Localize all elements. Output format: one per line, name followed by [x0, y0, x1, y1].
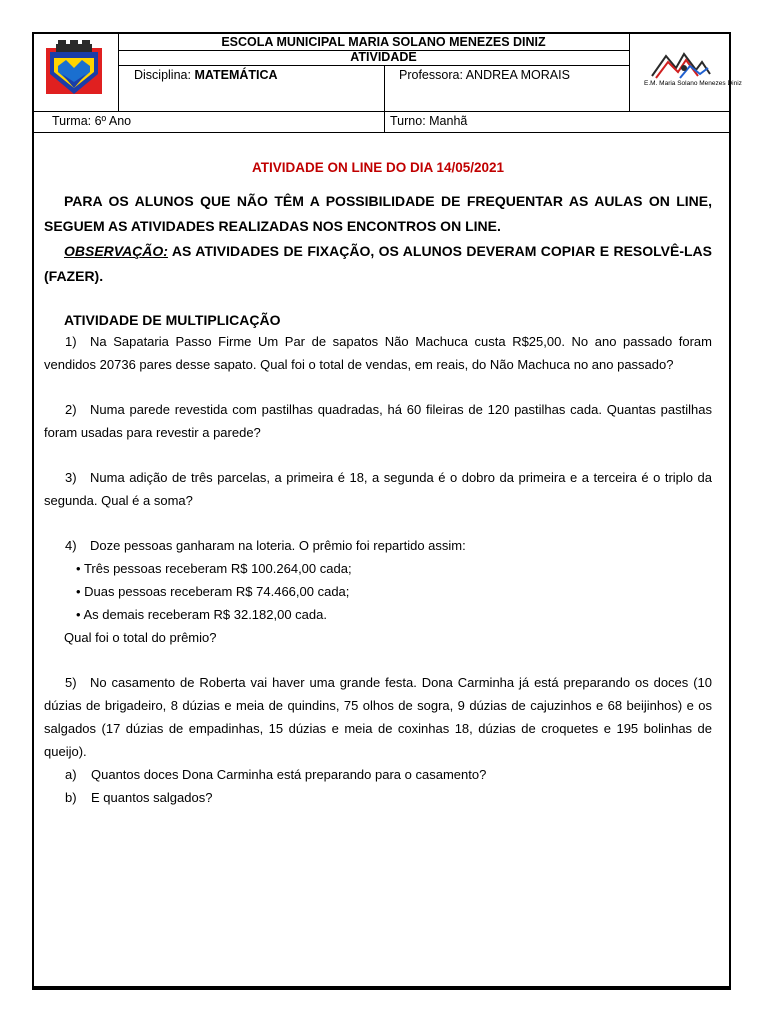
question-4-ask: Qual foi o total do prêmio? — [64, 630, 217, 645]
teacher-label: Professora: — [399, 68, 463, 82]
observation-paragraph — [44, 239, 712, 289]
list-item: • As demais receberam R$ 32.182,00 cada. — [76, 607, 327, 622]
question-5 — [44, 671, 712, 763]
section-title: ATIVIDADE DE MULTIPLICAÇÃO — [64, 312, 281, 328]
list-item: • Duas pessoas receberam R$ 74.466,00 cada; — [76, 584, 350, 599]
shift-cell: Turno: Manhã — [390, 114, 468, 128]
school-name: ESCOLA MUNICIPAL MARIA SOLANO MENEZES DINIZ — [221, 35, 546, 49]
question-number: 2) — [65, 402, 77, 417]
question-4 — [44, 534, 712, 557]
school-mountains-logo — [650, 48, 712, 80]
question-text: No casamento de Roberta vai haver uma grande festa. Dona Carminha já está preparando os doces (10 dúzias de brigadeiro, 8 dúzias e meia de quindins, 75 olhos de sogra, 9 dúzias de cajuzinhos e 68 beijinhos) e os salgados (17 dúzias de empadinhas, 15 dúzias e meia de coxinhas 18, dúzias de croquetes e 195 bolinhas de queijo). — [44, 675, 712, 759]
sub-letter: a) — [65, 767, 77, 782]
right-logo-caption: E.M. Maria Solano Menezes Diniz — [644, 80, 742, 87]
question-text: Numa parede revestida com pastilhas quadradas, há 60 fileiras de 120 pastilhas cada. Quantas pastilhas foram usadas para revestir a parede? — [44, 402, 712, 440]
observation-label: OBSERVAÇÃO: — [64, 243, 168, 259]
teacher-value: ANDREA MORAIS — [465, 68, 570, 82]
question-number: 3) — [65, 470, 77, 485]
question-5a — [65, 763, 712, 786]
header-divider — [32, 111, 731, 112]
document-body — [44, 160, 712, 809]
header-divider — [118, 65, 630, 66]
discipline-cell — [134, 68, 278, 82]
question-5b — [65, 786, 712, 809]
bullet-text: Três pessoas receberam R$ 100.264,00 cada; — [83, 561, 352, 576]
bullet-text: Duas pessoas receberam R$ 74.466,00 cada; — [84, 584, 350, 599]
question-3 — [44, 466, 712, 512]
question-number: 1) — [65, 334, 77, 349]
discipline-label: Disciplina: — [134, 68, 191, 82]
bullet-text: As demais receberam R$ 32.182,00 cada. — [83, 607, 327, 622]
question-2 — [44, 398, 712, 444]
sub-letter: b) — [65, 790, 77, 805]
discipline-value: MATEMÁTICA — [194, 68, 278, 82]
question-number: 5) — [65, 675, 77, 690]
header-divider — [384, 65, 385, 133]
intro-paragraph: PARA OS ALUNOS QUE NÃO TÊM A POSSIBILIDADE DE FREQUENTAR AS AULAS ON LINE, SEGUEM AS ATIVIDADES REALIZADAS NOS ENCONTROS ON LINE. — [44, 193, 712, 234]
sub-text: E quantos salgados? — [91, 790, 213, 805]
question-text: Na Sapataria Passo Firme Um Par de sapatos Não Machuca custa R$25,00. No ano passado foram vendidos 20736 pares desse sapato. Qual foi o total de vendas, em reais, do Não Machuca no ano passado? — [44, 334, 712, 372]
question-text: Numa adição de três parcelas, a primeira é 18, a segunda é o dobro da primeira e a terceira é o triplo da segunda. Qual é a soma? — [44, 470, 712, 508]
header-divider — [32, 132, 731, 133]
school-crest-logo — [44, 38, 104, 98]
list-item: • Três pessoas receberam R$ 100.264,00 cada; — [76, 561, 352, 576]
question-text: Doze pessoas ganharam na loteria. O prêmio foi repartido assim: — [90, 538, 466, 553]
class-cell: Turma: 6º Ano — [52, 114, 132, 128]
question-number: 4) — [65, 538, 77, 553]
teacher-cell — [399, 68, 570, 82]
observation-text: AS ATIVIDADES DE FIXAÇÃO, OS ALUNOS DEVERAM COPIAR E RESOLVÊ-LAS (FAZER). — [44, 243, 712, 284]
sub-text: Quantos doces Dona Carminha está preparando para o casamento? — [91, 767, 487, 782]
document-type: ATIVIDADE — [350, 50, 417, 64]
date-title: ATIVIDADE ON LINE DO DIA 14/05/2021 — [251, 160, 505, 175]
question-1 — [44, 330, 712, 376]
